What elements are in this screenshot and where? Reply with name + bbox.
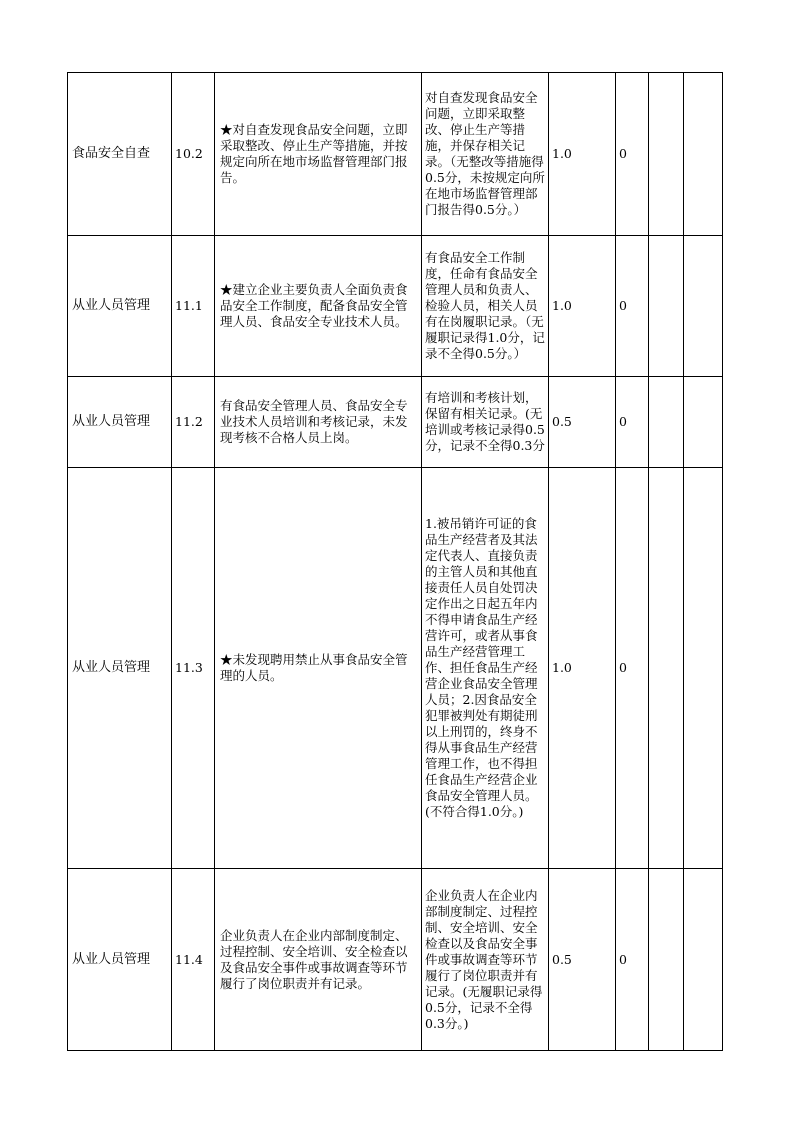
code-cell: 11.1 — [172, 236, 215, 377]
result-cell: 0 — [616, 869, 649, 1051]
code-cell: 11.4 — [172, 869, 215, 1051]
item-cell: 从业人员管理 — [68, 236, 172, 377]
item-cell: 从业人员管理 — [68, 468, 172, 869]
table-row — [68, 377, 723, 468]
blank-cell — [684, 377, 723, 468]
code-cell: 11.3 — [172, 468, 215, 869]
code-cell: 10.2 — [172, 73, 215, 236]
blank-cell — [684, 468, 723, 869]
score-cell: 1.0 — [549, 468, 616, 869]
requirement-cell: ★对自查发现食品安全问题，立即采取整改、停止生产等措施，并按规定向所在地市场监督管理部门报告。 — [215, 73, 422, 236]
requirement-cell: 有食品安全管理人员、食品安全专业技术人员培训和考核记录，未发现考核不合格人员上岗。 — [215, 377, 422, 468]
score-cell: 1.0 — [549, 236, 616, 377]
standard-cell: 有培训和考核计划，保留有相关记录。(无培训或考核记录得0.5分，记录不全得0.3分 — [422, 377, 549, 468]
score-cell: 1.0 — [549, 73, 616, 236]
table-row — [68, 236, 723, 377]
note-cell — [649, 468, 684, 869]
blank-cell — [684, 236, 723, 377]
score-cell: 0.5 — [549, 377, 616, 468]
inspection-table — [67, 72, 723, 1051]
result-cell: 0 — [616, 236, 649, 377]
result-cell: 0 — [616, 377, 649, 468]
note-cell — [649, 869, 684, 1051]
result-cell: 0 — [616, 468, 649, 869]
requirement-cell: ★未发现聘用禁止从事食品安全管理的人员。 — [215, 468, 422, 869]
blank-cell — [684, 869, 723, 1051]
code-cell: 11.2 — [172, 377, 215, 468]
table-row — [68, 468, 723, 869]
standard-cell: 对自查发现食品安全问题，立即采取整改、停止生产等措施，并保存相关记录。（无整改等措施得0.5分，未按规定向所在地市场监督管理部门报告得0.5分。） — [422, 73, 549, 236]
item-cell: 从业人员管理 — [68, 377, 172, 468]
score-cell: 0.5 — [549, 869, 616, 1051]
requirement-cell: 企业负责人在企业内部制度制定、过程控制、安全培训、安全检查以及食品安全事件或事故调查等环节履行了岗位职责并有记录。 — [215, 869, 422, 1051]
standard-cell: 企业负责人在企业内部制度制定、过程控制、安全培训、安全检查以及食品安全事件或事故调查等环节履行了岗位职责并有记录。(无履职记录得0.5分，记录不全得0.3分。) — [422, 869, 549, 1051]
item-cell: 食品安全自查 — [68, 73, 172, 236]
note-cell — [649, 377, 684, 468]
blank-cell — [684, 73, 723, 236]
standard-cell: 有食品安全工作制度，任命有食品安全管理人员和负责人、检验人员，相关人员有在岗履职记录。（无履职记录得1.0分，记录不全得0.5分。） — [422, 236, 549, 377]
requirement-cell: ★建立企业主要负责人全面负责食品安全工作制度，配备食品安全管理人员、食品安全专业技术人员。 — [215, 236, 422, 377]
note-cell — [649, 236, 684, 377]
item-cell: 从业人员管理 — [68, 869, 172, 1051]
standard-cell: 1.被吊销许可证的食品生产经营者及其法定代表人、直接负责的主管人员和其他直接责任人员自处罚决定作出之日起五年内不得申请食品生产经营许可，或者从事食品生产经营管理工作、担任食品生产经营企业食品安全管理人员；2.因食品安全犯罪被判处有期徒刑以上刑罚的，终身不得从事食品生产经营管理工作，也不得担任食品生产经营企业食品安全管理人员。(不符合得1.0分。) — [422, 468, 549, 869]
note-cell — [649, 73, 684, 236]
result-cell: 0 — [616, 73, 649, 236]
table-row — [68, 73, 723, 236]
table-row — [68, 869, 723, 1051]
